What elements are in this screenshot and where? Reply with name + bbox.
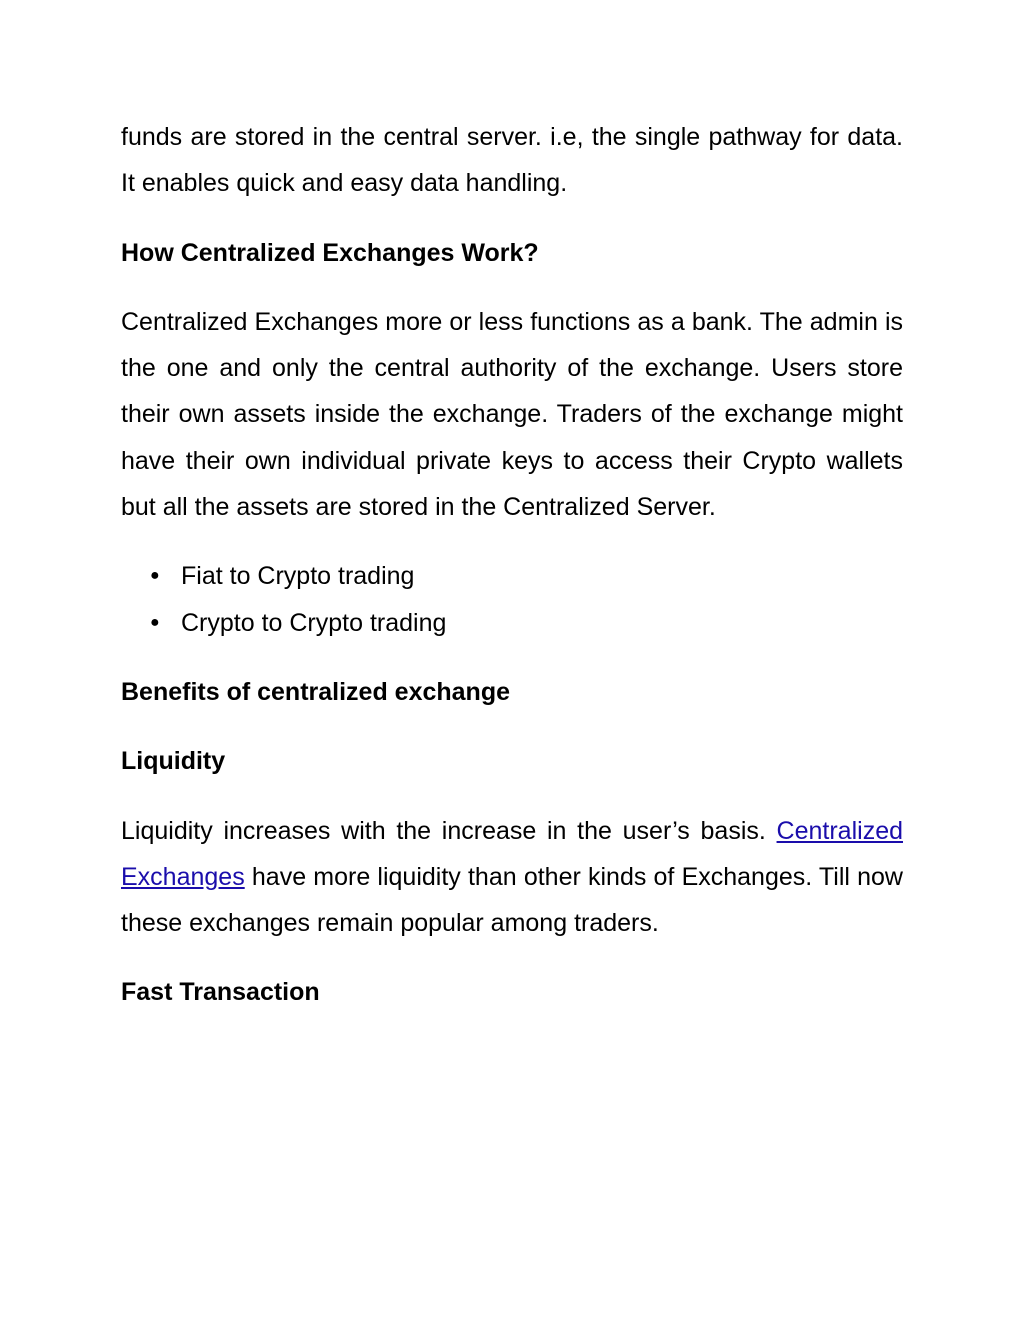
heading-how-centralized-exchanges-work: How Centralized Exchanges Work? xyxy=(121,238,539,267)
document-page xyxy=(121,114,903,1039)
bullet-icon: ● xyxy=(150,613,160,631)
liquidity-text-after: have more liquidity than other kinds of Exchanges. Till now these exchanges remain popular among traders. xyxy=(121,862,903,938)
centralized-exchanges-link[interactable]: Centralized Exchanges xyxy=(121,816,903,891)
intro-paragraph: funds are stored in the central server. i.e, the single pathway for data. It enables quick and easy data handling. xyxy=(121,123,903,198)
heading-liquidity: Liquidity xyxy=(121,747,226,776)
bullet-icon: ● xyxy=(150,567,160,585)
how-paragraph: Centralized Exchanges more or less functions as a bank. The admin is the one and only the central authority of the exchange. Users store their own assets inside the exchange. Traders of the exchange might have their own individual private keys to access their Crypto wallets but all the assets are stored in the Centralized Server. xyxy=(121,307,903,522)
liquidity-text-before: Liquidity increases with the increase in the user’s basis. xyxy=(121,816,777,845)
liquidity-paragraph xyxy=(121,808,903,947)
list-item-label: Crypto to Crypto trading xyxy=(181,608,447,637)
heading-fast-transaction: Fast Transaction xyxy=(121,978,320,1007)
heading-benefits: Benefits of centralized exchange xyxy=(121,677,511,706)
list-item xyxy=(121,553,903,599)
list-item xyxy=(121,600,903,646)
list-item-label: Fiat to Crypto trading xyxy=(181,562,415,591)
trading-types-list xyxy=(121,553,903,646)
